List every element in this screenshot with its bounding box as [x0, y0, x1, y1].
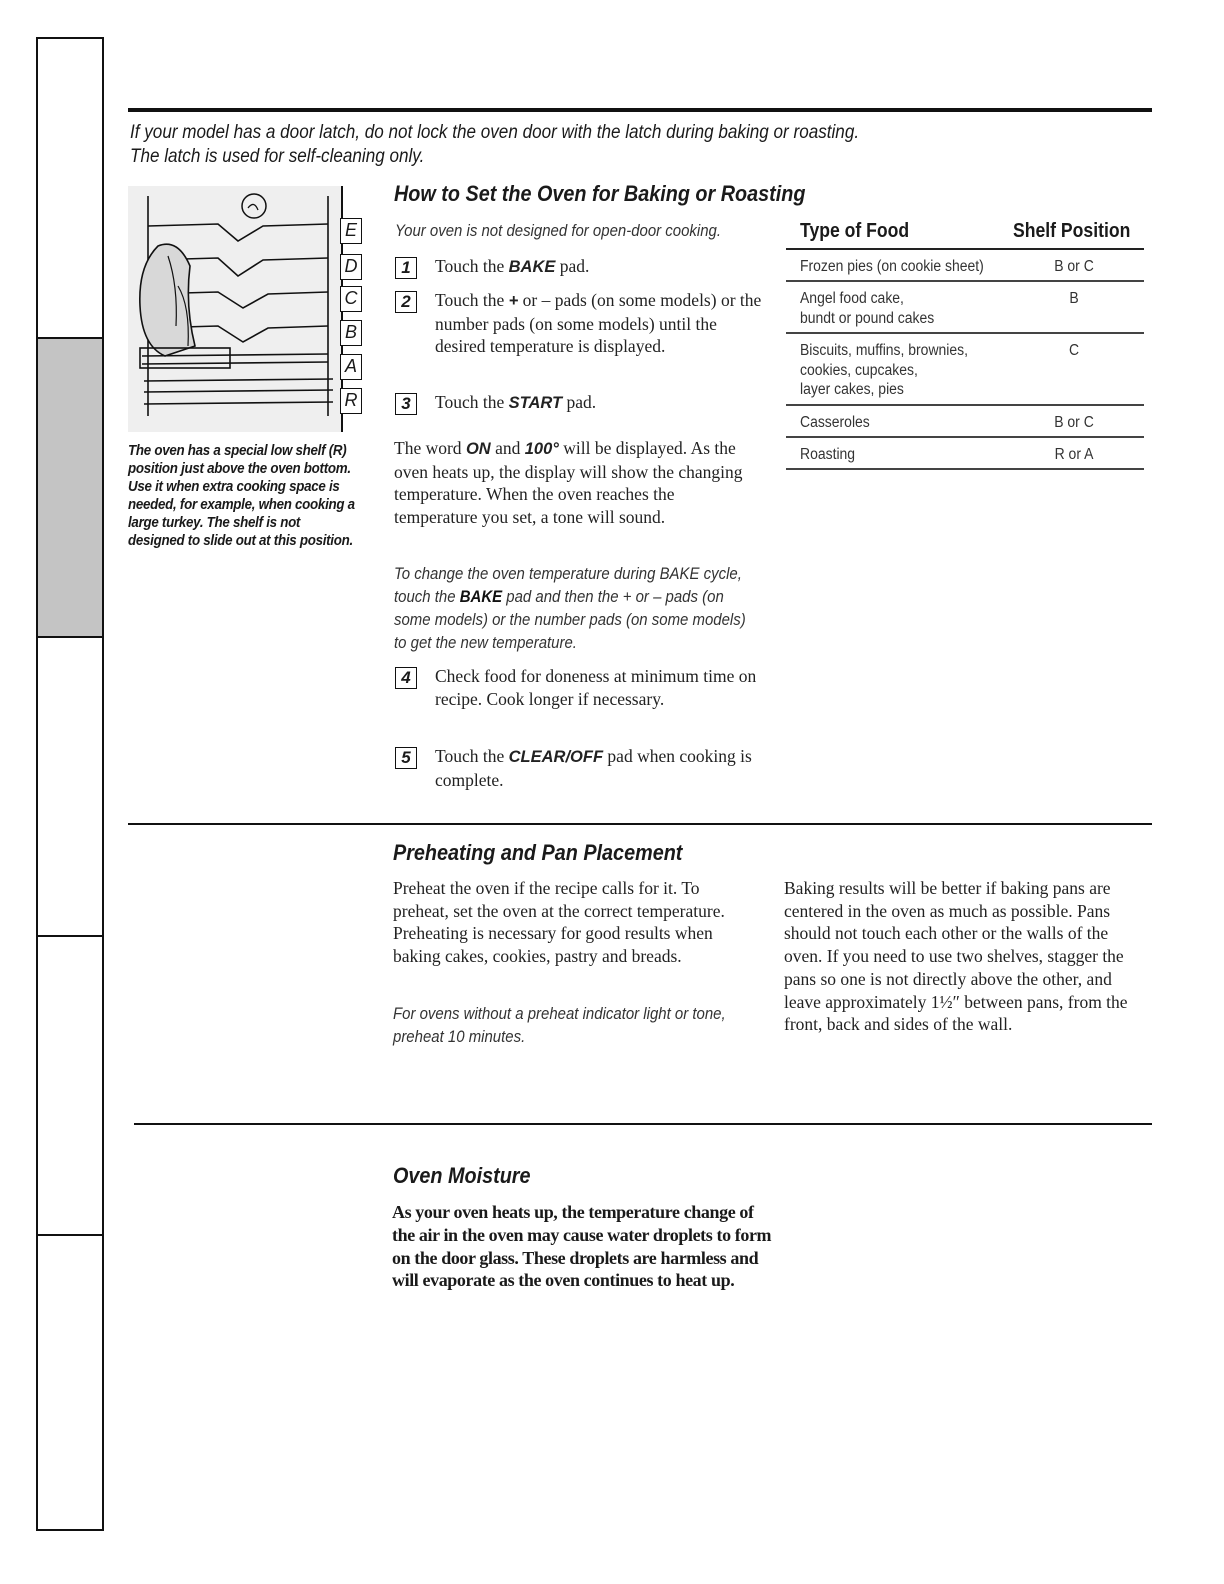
top-rule: [128, 108, 1152, 112]
moisture-text: As your oven heats up, the temperature change of the air in the oven may cause water droplets to form on the door glass. These droplets are harmless and will evaporate as the oven continues to heat up.: [392, 1202, 772, 1291]
shelf-label-d: D: [340, 254, 362, 280]
moisture-title: Oven Moisture: [393, 1163, 531, 1188]
shelf-label-b: B: [340, 320, 362, 346]
display-paragraph: The word ON and 100° will be displayed. As the oven heats up, the display will show the changing temperature. When the oven reaches the temperature you set, a tone will sound.: [394, 438, 743, 528]
section-divider: [128, 823, 1152, 825]
row-position: R or A: [1054, 446, 1094, 463]
warning-line-2: The latch is used for self-cleaning only.: [130, 146, 425, 167]
shelf-label-r: R: [340, 388, 362, 414]
row-food: Frozen pies (on cookie sheet): [800, 258, 984, 275]
step-number: 3: [395, 393, 417, 415]
illustration-caption: The oven has a special low shelf (R) position just above the oven bottom. Use it when extra cooking space is needed, for example, when cooking a large turkey. The shelf is not designed to slide out at this position.: [128, 443, 355, 549]
step-number: 1: [395, 257, 417, 279]
section-tab: [38, 935, 102, 1235]
table-row: [786, 406, 1144, 438]
step-text: Touch the + or – pads (on some models) or the number pads (on some models) until the desired temperature is displayed.: [435, 290, 762, 357]
section-tabs: [36, 37, 104, 1531]
row-food: Angel food cake, bundt or pound cakes: [800, 290, 935, 327]
header-food: Type of Food: [800, 220, 910, 242]
section-tab-active: [38, 337, 102, 637]
step-text: Touch the BAKE pad.: [435, 256, 590, 276]
preheat-note: For ovens without a preheat indicator light or tone, preheat 10 minutes.: [393, 1004, 726, 1046]
step-text: Check food for doneness at minimum time on recipe. Cook longer if necessary.: [435, 666, 757, 709]
row-position: B or C: [1054, 414, 1094, 431]
table-row: [786, 250, 1144, 282]
header-position: Shelf Position: [1013, 220, 1131, 242]
step-4: [395, 665, 767, 737]
pan-placement-paragraph: Baking results will be better if baking pans are centered in the oven as much as possible. Pans should not touch each other or the walls of the oven. If you need to use two shelves, stagger the pans so one is not directly above the other, and leave approximately 1½″ between pans, from the front, back and sides of the wall.: [784, 878, 1128, 1035]
preheat-paragraph: Preheat the oven if the recipe calls for it. To preheat, set the oven at the correct temperature. Preheating is necessary for good results when baking cakes, cookies, pastry and breads.: [393, 878, 725, 967]
warning-line-1: If your model has a door latch, do not lock the oven door with the latch during baking or roasting.: [130, 122, 860, 143]
shelf-label-e: E: [340, 218, 362, 244]
baking-title: How to Set the Oven for Baking or Roasting: [394, 181, 806, 206]
step-text: Touch the START pad.: [435, 392, 597, 412]
row-food: Biscuits, muffins, brownies, cookies, cupcakes, layer cakes, pies: [800, 342, 968, 398]
step-5: [395, 745, 767, 793]
section-tab: [38, 636, 102, 936]
table-row: [786, 438, 1144, 470]
table-row: [786, 334, 1144, 406]
row-food: Roasting: [800, 446, 856, 463]
step-number: 4: [395, 667, 417, 689]
table-row: [786, 282, 1144, 334]
latch-warning: [130, 121, 940, 169]
row-position: B or C: [1054, 258, 1094, 275]
preheating-title: Preheating and Pan Placement: [393, 840, 683, 865]
step-text: Touch the CLEAR/OFF pad when cooking is complete.: [435, 746, 752, 790]
shelf-position-table: [786, 218, 1144, 470]
step-number: 5: [395, 747, 417, 769]
shelf-label-c: C: [340, 286, 362, 312]
oven-shelf-illustration: [128, 186, 368, 432]
step-number: 2: [395, 291, 417, 313]
row-position: B: [1069, 290, 1079, 307]
step-3: [395, 391, 767, 417]
row-position: C: [1068, 342, 1080, 359]
section-tab: [38, 1234, 102, 1531]
step-1: [395, 255, 767, 281]
step-2: [395, 289, 767, 385]
table-header: [786, 218, 1144, 250]
open-door-note: Your oven is not designed for open-door cooking.: [395, 221, 722, 240]
oven-shelves-drawing: [128, 186, 368, 432]
section-divider: [134, 1123, 1152, 1125]
row-food: Casseroles: [800, 414, 870, 431]
change-temp-note: To change the oven temperature during BAKE cycle, touch the BAKE pad and then the + or – pads (on some models) or the number pads (on some models) to get the new temperature.: [394, 564, 746, 652]
shelf-label-a: A: [340, 354, 362, 380]
